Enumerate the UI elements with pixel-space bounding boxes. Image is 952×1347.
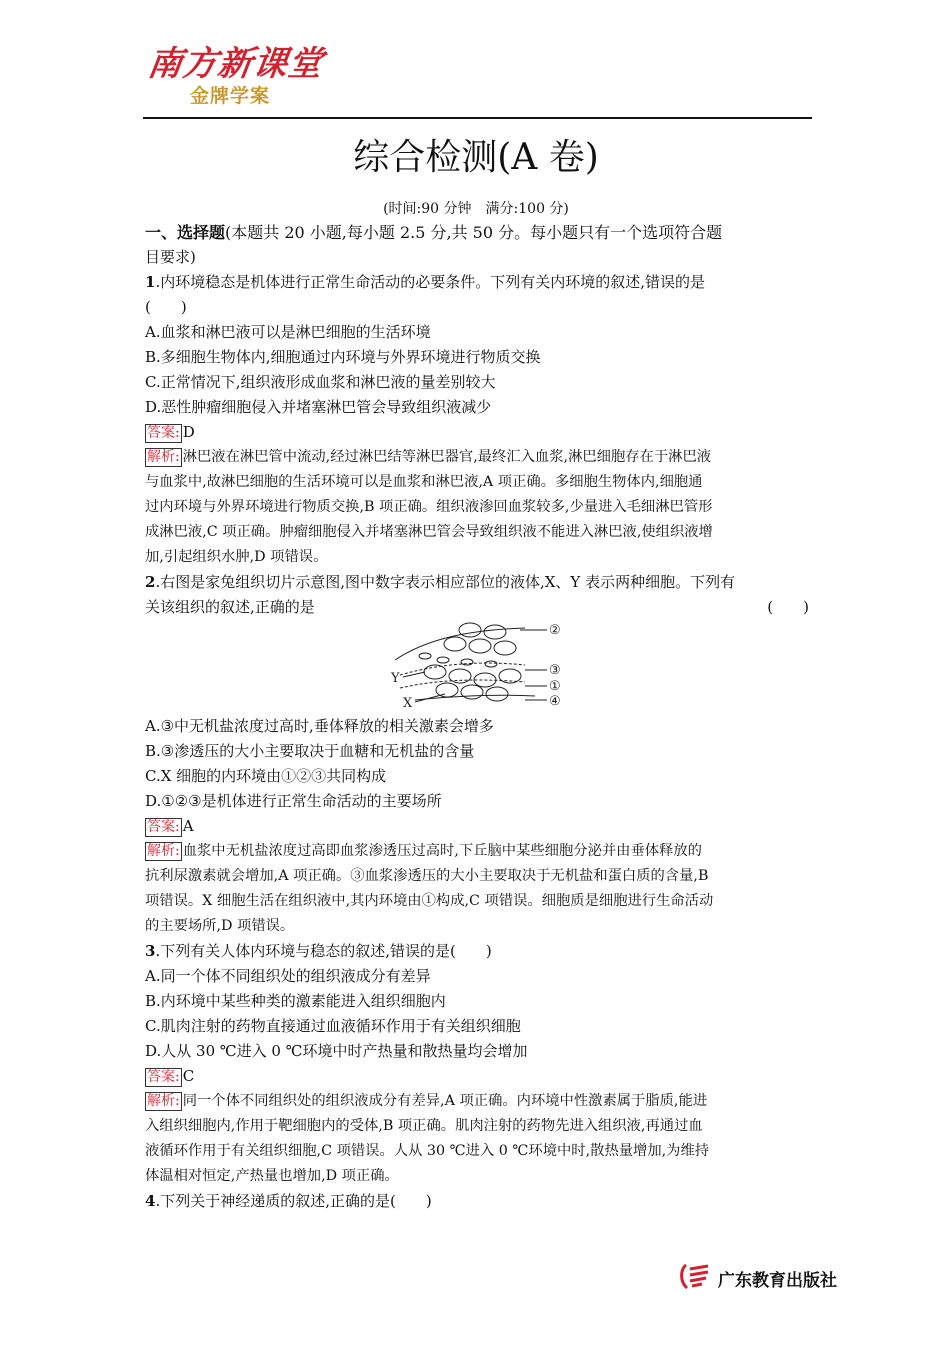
question-stem [145, 570, 809, 595]
label-y: Y [391, 671, 400, 686]
option-d: D.恶性肿瘤细胞侵入并堵塞淋巴管会导致组织液减少 [145, 398, 492, 416]
explanation-line: 加,引起组织水肿,D 项错误。 [145, 549, 328, 565]
question-text: .下列关于神经递质的叙述,正确的是( ) [155, 1192, 432, 1210]
cell [444, 637, 466, 651]
question-number: 2 [145, 573, 156, 591]
tissue-figure [145, 620, 809, 714]
option-d: D.人从 30 ℃进入 0 ℃环境中时产热量和散热量均会增加 [145, 1042, 528, 1060]
label-3: ③ [549, 663, 561, 678]
answer-value: C [182, 1067, 195, 1085]
logo-main-text: 南方新课堂 [145, 44, 326, 84]
red-blood-cell [437, 657, 449, 663]
pointer-line [403, 672, 425, 677]
explanation-tag: 解析: [147, 843, 180, 859]
brand-logo [145, 44, 328, 114]
section-heading [145, 220, 809, 245]
answer-value: A [182, 817, 194, 835]
explanation-line: 过内环境与外界环境进行物质交换,B 项正确。组织液渗回血浆较多,少量进入毛细淋巴管形 [145, 499, 713, 515]
red-blood-cell [461, 659, 473, 665]
option-c: C.肌肉注射的药物直接通过血液循环作用于有关组织细胞 [145, 1017, 521, 1035]
question-number: 4 [145, 1192, 156, 1210]
explanation-line: 的主要场所,D 项错误。 [145, 918, 295, 934]
question-text: .下列有关人体内环境与稳态的叙述,错误的是( ) [155, 942, 492, 960]
label-2: ② [549, 623, 561, 638]
question-text: 关该组织的叙述,正确的是 [145, 598, 315, 616]
option-a: A.③中无机盐浓度过高时,垂体释放的相关激素会增多 [145, 717, 494, 735]
publisher-logo-icon [678, 1262, 712, 1294]
explanation-text: 血浆中无机盐浓度过高即血浆渗透压过高时,下丘脑中某些细胞分泌并由垂体释放的 [182, 843, 702, 859]
question-paren: ( ) [767, 598, 809, 616]
question-text: .右图是家兔组织切片示意图,图中数字表示相应部位的液体,X、Y 表示两种细胞。下列有 [155, 573, 736, 591]
exam-content [145, 220, 809, 1214]
question-number: 1 [145, 273, 156, 291]
logo-sub-text: 金牌学案 [190, 85, 271, 107]
cell [484, 625, 506, 639]
explanation-line [145, 839, 809, 864]
explanation-text: 同一个体不同组织处的组织液成分有差异,A 项正确。内环境中性激素属于脂质,能进 [182, 1093, 708, 1109]
time-score-line: (时间:90 分钟 满分:100 分) [383, 201, 569, 217]
section-desc-cont: 目要求) [145, 248, 196, 266]
page-title: 综合检测(A 卷) [353, 137, 599, 178]
cell [486, 687, 508, 701]
explanation-line: 液循环作用于有关组织细胞,C 项错误。人从 30 ℃进入 0 ℃环境中时,散热量增加,为维持 [145, 1143, 710, 1159]
section-title: 一、选择题 [145, 223, 226, 242]
option-c: C.正常情况下,组织液形成血浆和淋巴液的量差别较大 [145, 373, 496, 391]
question-3 [145, 939, 809, 1189]
question-stem [145, 270, 809, 295]
option-b: B.内环境中某些种类的激素能进入组织细胞内 [145, 992, 446, 1010]
explanation-line [145, 1089, 809, 1114]
cell [494, 641, 516, 655]
cell [449, 669, 471, 683]
explanation-line: 入组织细胞内,作用于靶细胞内的受体,B 项正确。肌肉注射的药物先进入组织液,再通过血 [145, 1118, 703, 1134]
cell [469, 639, 491, 653]
question-4 [145, 1189, 809, 1214]
question-1 [145, 270, 809, 570]
question-stem-cont [145, 595, 809, 620]
question-number: 3 [145, 942, 156, 960]
option-a: A.血浆和淋巴液可以是淋巴细胞的生活环境 [145, 323, 431, 341]
question-text: .内环境稳态是机体进行正常生命活动的必要条件。下列有关内环境的叙述,错误的是 [155, 273, 705, 291]
cell [436, 683, 458, 697]
publisher-footer [678, 1262, 837, 1294]
publisher-name: 广东教育出版社 [718, 1270, 837, 1291]
cell [461, 685, 483, 699]
capillary-wall [400, 680, 525, 688]
answer-tag: 答案: [147, 819, 180, 835]
question-paren: ( ) [145, 298, 187, 316]
explanation-line: 成淋巴液,C 项正确。肿瘤细胞侵入并堵塞淋巴管会导致组织液不能进入淋巴液,使组织液增 [145, 524, 713, 540]
header-rule [143, 117, 812, 119]
question-stem [145, 939, 809, 964]
option-b: B.多细胞生物体内,细胞通过内环境与外界环境进行物质交换 [145, 348, 541, 366]
explanation-line: 抗利尿激素就会增加,A 项正确。③血浆渗透压的大小主要取决于无机盐和蛋白质的含量,B [145, 868, 709, 884]
answer-value: D [182, 423, 195, 441]
option-c: C.X 细胞的内环境由①②③共同构成 [145, 767, 387, 785]
answer-tag: 答案: [147, 425, 180, 441]
question-stem [145, 1189, 809, 1214]
option-a: A.同一个体不同组织处的组织液成分有差异 [145, 967, 431, 985]
label-1: ① [549, 679, 561, 694]
answer-row [145, 1064, 809, 1089]
option-b: B.③渗透压的大小主要取决于血糖和无机盐的含量 [145, 742, 475, 760]
explanation-line: 与血浆中,故淋巴细胞的生活环境可以是血浆和淋巴液,A 项正确。多细胞生物体内,细胞通 [145, 474, 703, 490]
explanation-line: 体温相对恒定,产热量也增加,D 项正确。 [145, 1168, 399, 1184]
explanation-line: 项错误。X 细胞生活在组织液中,其内环境由①构成,C 项错误。细胞质是细胞进行生命活动 [145, 893, 714, 909]
label-x: X [403, 696, 413, 711]
answer-row [145, 420, 809, 445]
cell [459, 623, 481, 637]
red-blood-cell [419, 653, 431, 659]
option-d: D.①②③是机体进行正常生命活动的主要场所 [145, 792, 442, 810]
answer-tag: 答案: [147, 1069, 180, 1085]
explanation-tag: 解析: [147, 449, 180, 465]
explanation-tag: 解析: [147, 1093, 180, 1109]
tissue-diagram [375, 620, 585, 714]
red-blood-cell [485, 661, 497, 667]
section-desc: (本题共 20 小题,每小题 2.5 分,共 50 分。每小题只有一个选项符合题 [225, 223, 723, 242]
explanation-line [145, 445, 809, 470]
label-4: ④ [549, 694, 561, 709]
question-2 [145, 570, 809, 939]
explanation-text: 淋巴液在淋巴管中流动,经过淋巴结等淋巴器官,最终汇入血浆,淋巴细胞存在于淋巴液 [182, 449, 712, 465]
answer-row [145, 814, 809, 839]
